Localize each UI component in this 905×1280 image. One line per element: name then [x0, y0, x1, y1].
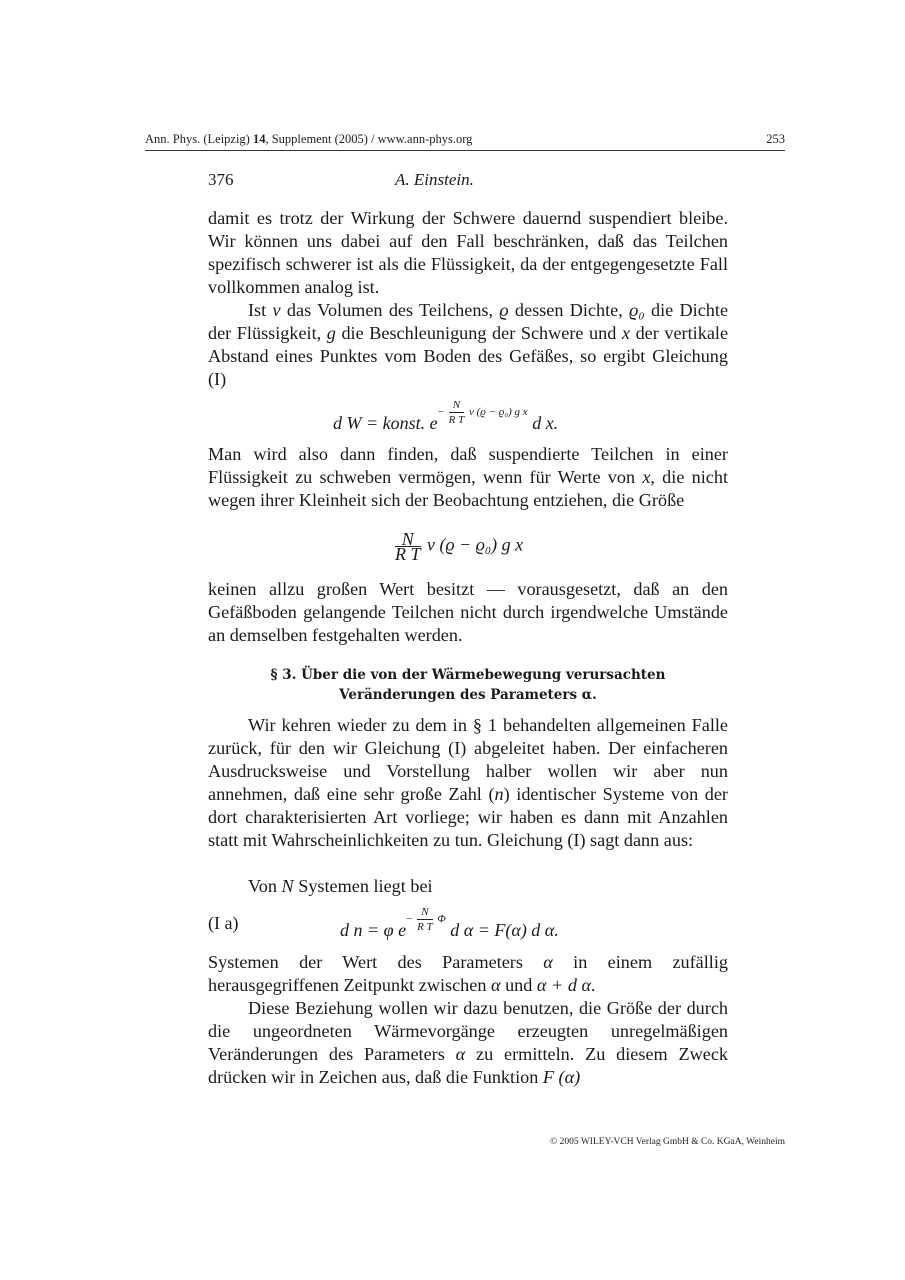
page-number: 253 [766, 132, 785, 146]
paragraph-4: keinen allzu großen Wert besitzt — vorausgesetzt, daß an den Gefäßboden gelangende Teilchen nicht durch irgendwelche Umstände an demselben festgehalten werden. [208, 579, 728, 645]
equation-3: d n = φ $e^{- \frac{N}{\text{R T}} \Phi}$ d α = F(α) d α. [340, 906, 559, 941]
running-head: Ann. Phys. (Leipzig) 14, Supplement (2005) / www.ann-phys.org [145, 132, 473, 146]
paragraph-3: Man wird also dann finden, daß suspendierte Teilchen in einer Flüssigkeit zu schweben vermögen, wenn für Werte von x, die nicht wegen ihrer Kleinheit sich der Beobachtung entziehen, die Größe [208, 444, 728, 510]
paragraph-7: Systemen der Wert des Parameters α in einem zufällig herausgegriffenen Zeitpunkt zwischen α und α + d α. [208, 952, 728, 995]
equation-1: d W = konst. $e^{- \frac{N}{\text{R T}} v (ϱ - ϱ_0) g x}$ d x. [333, 399, 559, 434]
paragraph-5: Wir kehren wieder zu dem in § 1 behandelten allgemeinen Falle zurück, für den wir Gleichung (I) abgeleitet haben. Der einfacheren Ausdrucksweise und Vorstellung halber wollen wir aber nun annehmen, daß eine sehr große Zahl (n) identischer Systeme von der dort charakterisierten Art vorliege; wir haben es dann mit Anzahlen statt mit Wahrscheinlichkeiten zu tun. Gleichung (I) sagt dann aus: [208, 715, 728, 850]
paragraph-6: Von N Systemen liegt bei [248, 876, 433, 896]
original-page-number: 376 [208, 170, 234, 189]
section-title: § 3. Über die von der Wärmebewegung verursachten Veränderungen des Parameters α. [270, 667, 666, 703]
paragraph-1: damit es trotz der Wirkung der Schwere dauernd suspendiert bleibe. Wir können uns dabei auf den Fall beschränken, daß das Teilchen spezifisch schwerer ist als die Flüssigkeit, da der entgegengesetzte Fall vollkommen analog ist. [208, 208, 728, 297]
equation-label: (I a) [208, 913, 239, 933]
copyright-notice: © 2005 WILEY-VCH Verlag GmbH & Co. KGaA, Weinheim [550, 1137, 785, 1147]
paragraph-2: Ist v das Volumen des Teilchens, ϱ dessen Dichte, ϱ₀ die Dichte der Flüssigkeit, g die Beschleunigung der Schwere und x der vertikale Abstand eines Punktes vom Boden des Gefäßes, so ergibt Gleichung (I) [208, 300, 729, 389]
equation-2: $\frac{N}{\text{R T}}$ v (ϱ − ϱ₀) g x [395, 529, 524, 564]
original-author: A. Einstein. [395, 170, 474, 189]
header-rule [145, 150, 785, 151]
paragraph-8: Diese Beziehung wollen wir dazu benutzen, die Größe der durch die ungeordneten Wärmevorgänge erzeugten unregelmäßigen Veränderungen des Parameters α zu ermitteln. Zu diesem Zweck drücken wir in Zeichen aus, daß die Funktion F (α) [208, 998, 728, 1087]
